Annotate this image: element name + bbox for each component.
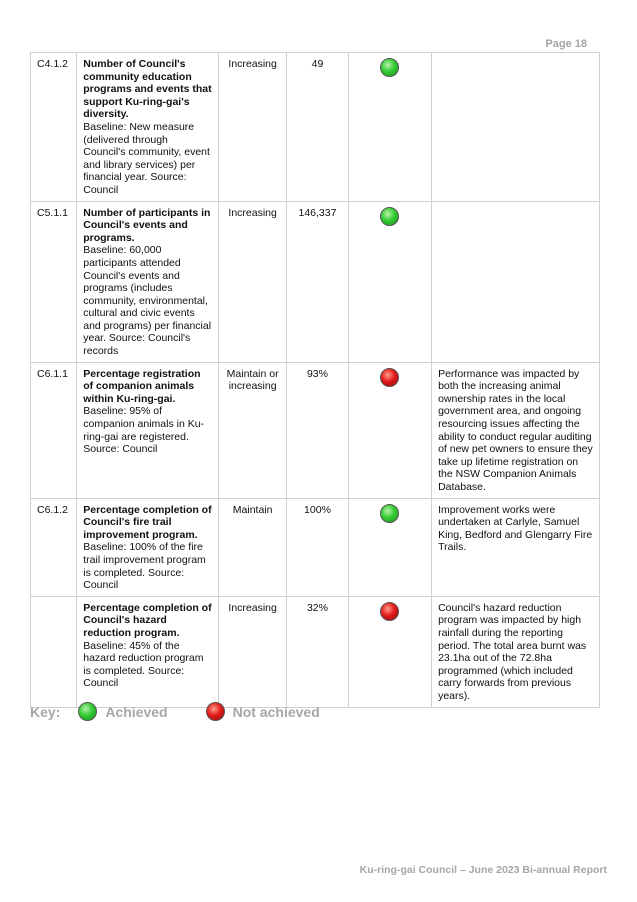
comment: Performance was impacted by both the increasing animal ownership rates in the local government area, and ongoing resourcing issues affecting the ability to conduct regular auditing of new pet owners to ensure they take up lifetime registration on the NSW Companion Animals Database. — [432, 362, 600, 498]
result-value: 93% — [287, 362, 348, 498]
indicator-title: Percentage completion of Council's fire trail improvement program. — [83, 503, 212, 541]
target-trend: Increasing — [218, 53, 286, 202]
indicator-code: C6.1.1 — [31, 362, 77, 498]
comment: Council's hazard reduction program was impacted by high rainfall during the reporting period. The total area burnt was 23.1ha out of the 72.8ha programmed (which included carry forwards from previous years). — [432, 596, 600, 707]
table-row — [31, 362, 600, 498]
indicator-description — [77, 498, 219, 596]
indicator-baseline: Baseline: New measure (delivered through Council's community, event and library services) per financial year. Source: Council — [83, 120, 210, 196]
table-row — [31, 596, 600, 707]
status-cell — [348, 362, 431, 498]
indicator-baseline: Baseline: 60,000 participants attended Council's events and programs (includes community, environmental, cultural and civic events and programs) per financial year. Source: Council's records — [83, 244, 212, 358]
not-achieved-legend-label: Not achieved — [232, 703, 320, 720]
achieved-status-icon — [380, 504, 399, 523]
status-key — [30, 702, 320, 721]
not-achieved-status-icon — [380, 602, 399, 621]
indicator-baseline: Baseline: 45% of the hazard reduction program is completed. Source: Council — [83, 639, 204, 690]
comment — [432, 53, 600, 202]
result-value: 100% — [287, 498, 348, 596]
performance-table — [30, 52, 600, 708]
indicator-title: Percentage completion of Council's hazard reduction program. — [83, 601, 212, 639]
indicator-code: C5.1.1 — [31, 201, 77, 362]
indicator-description — [77, 201, 219, 362]
key-label: Key: — [30, 703, 61, 720]
target-trend: Maintain or increasing — [218, 362, 286, 498]
target-trend: Increasing — [218, 201, 286, 362]
indicator-baseline: Baseline: 100% of the fire trail improvement program is completed. Source: Council — [83, 541, 206, 592]
target-trend: Maintain — [218, 498, 286, 596]
status-cell — [348, 596, 431, 707]
indicator-baseline: Baseline: 95% of companion animals in Ku-ring-gai are registered. Source: Council — [83, 405, 205, 456]
not-achieved-legend-icon — [206, 702, 225, 721]
indicator-description — [77, 362, 219, 498]
status-cell — [348, 53, 431, 202]
page-number: Page 18 — [545, 38, 587, 50]
not-achieved-status-icon — [380, 368, 399, 387]
comment: Improvement works were undertaken at Carlyle, Samuel King, Bedford and Glengarry Fire Trails. — [432, 498, 600, 596]
achieved-legend-icon — [78, 702, 97, 721]
report-footer: Ku-ring-gai Council – June 2023 Bi-annual Report — [359, 864, 607, 876]
result-value: 49 — [287, 53, 348, 202]
indicator-code: C4.1.2 — [31, 53, 77, 202]
indicator-code: C6.1.2 — [31, 498, 77, 596]
achieved-legend-label: Achieved — [105, 703, 168, 720]
indicator-title: Percentage registration of companion animals within Ku-ring-gai. — [83, 367, 201, 405]
table-row — [31, 201, 600, 362]
status-cell — [348, 201, 431, 362]
indicator-description — [77, 596, 219, 707]
indicator-code — [31, 596, 77, 707]
table-row — [31, 53, 600, 202]
achieved-status-icon — [380, 58, 399, 77]
indicator-title: Number of participants in Council's events and programs. — [83, 206, 211, 244]
status-cell — [348, 498, 431, 596]
indicator-description — [77, 53, 219, 202]
indicator-title: Number of Council's community education programs and events that support Ku-ring-gai's diversity. — [83, 58, 212, 121]
comment — [432, 201, 600, 362]
result-value: 146,337 — [287, 201, 348, 362]
result-value: 32% — [287, 596, 348, 707]
target-trend: Increasing — [218, 596, 286, 707]
table-row — [31, 498, 600, 596]
achieved-status-icon — [380, 207, 399, 226]
